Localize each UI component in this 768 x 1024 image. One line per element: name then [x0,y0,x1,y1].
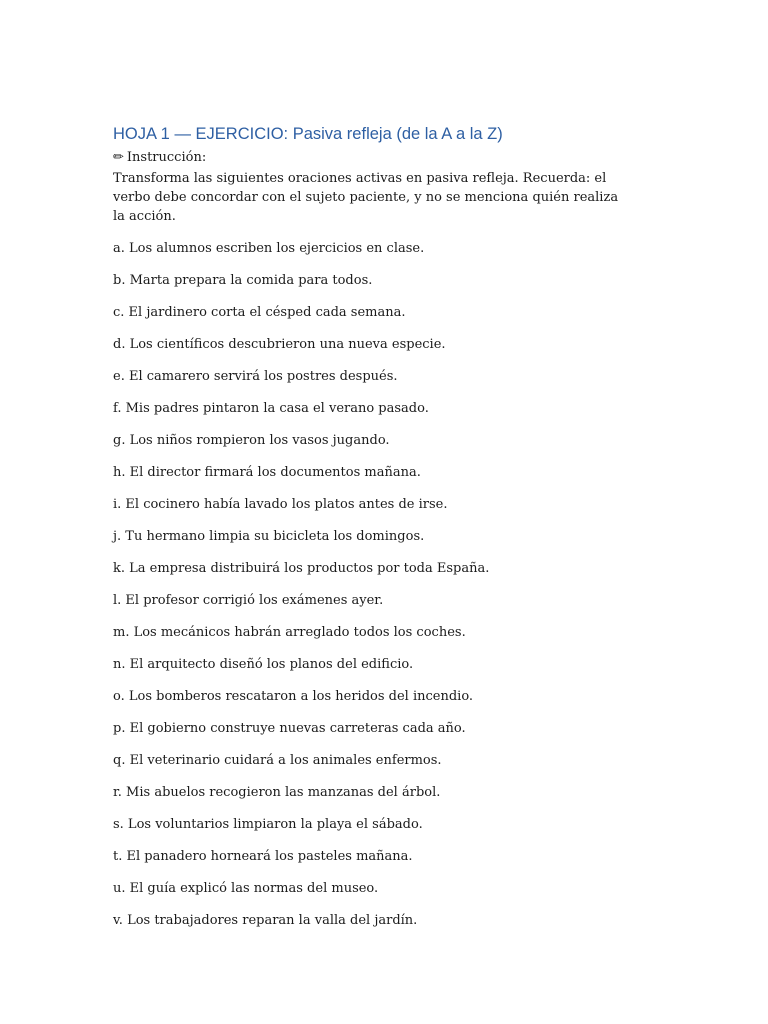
exercise-item: a. Los alumnos escriben los ejercicios en clase. [113,241,425,256]
exercise-item: u. El guía explicó las normas del museo. [113,881,379,896]
exercise-item: t. El panadero horneará los pasteles mañana. [113,849,413,864]
exercise-item: g. Los niños rompieron los vasos jugando. [113,433,390,448]
exercise-item: b. Marta prepara la comida para todos. [113,273,373,288]
exercise-item: o. Los bomberos rescataron a los heridos del incendio. [113,689,474,704]
instruction-heading [113,150,206,165]
exercise-item: c. El jardinero corta el césped cada semana. [113,305,406,320]
instruction-label: Instrucción: [126,150,207,165]
exercise-item: i. El cocinero había lavado los platos antes de irse. [113,497,448,512]
exercise-item: f. Mis padres pintaron la casa el verano pasado. [113,401,429,416]
exercise-item: l. El profesor corrigió los exámenes ayer. [113,593,384,608]
exercise-item: s. Los voluntarios limpiaron la playa el sábado. [113,817,423,832]
exercise-list [113,239,489,943]
exercise-item: d. Los científicos descubrieron una nueva especie. [113,337,446,352]
exercise-item: h. El director firmará los documentos mañana. [113,465,421,480]
exercise-item: e. El camarero servirá los postres después. [113,369,398,384]
exercise-item: r. Mis abuelos recogieron las manzanas del árbol. [113,785,441,800]
exercise-item: k. La empresa distribuirá los productos por toda España. [113,561,490,576]
exercise-item: v. Los trabajadores reparan la valla del jardín. [113,913,418,928]
exercise-item: m. Los mecánicos habrán arreglado todos los coches. [113,625,466,640]
exercise-item: j. Tu hermano limpia su bicicleta los domingos. [113,529,425,544]
instruction-text: Transforma las siguientes oraciones activas en pasiva refleja. Recuerda: el verbo debe concordar con el sujeto paciente, y no se menciona quién realiza la acción. [113,171,619,224]
exercise-item: q. El veterinario cuidará a los animales enfermos. [113,753,442,768]
page-title: HOJA 1 — EJERCICIO: Pasiva refleja (de la A a la Z) [113,125,503,143]
pencil-icon: ✏ [113,150,124,165]
exercise-item: p. El gobierno construye nuevas carreteras cada año. [113,721,466,736]
exercise-item: n. El arquitecto diseñó los planos del edificio. [113,657,414,672]
